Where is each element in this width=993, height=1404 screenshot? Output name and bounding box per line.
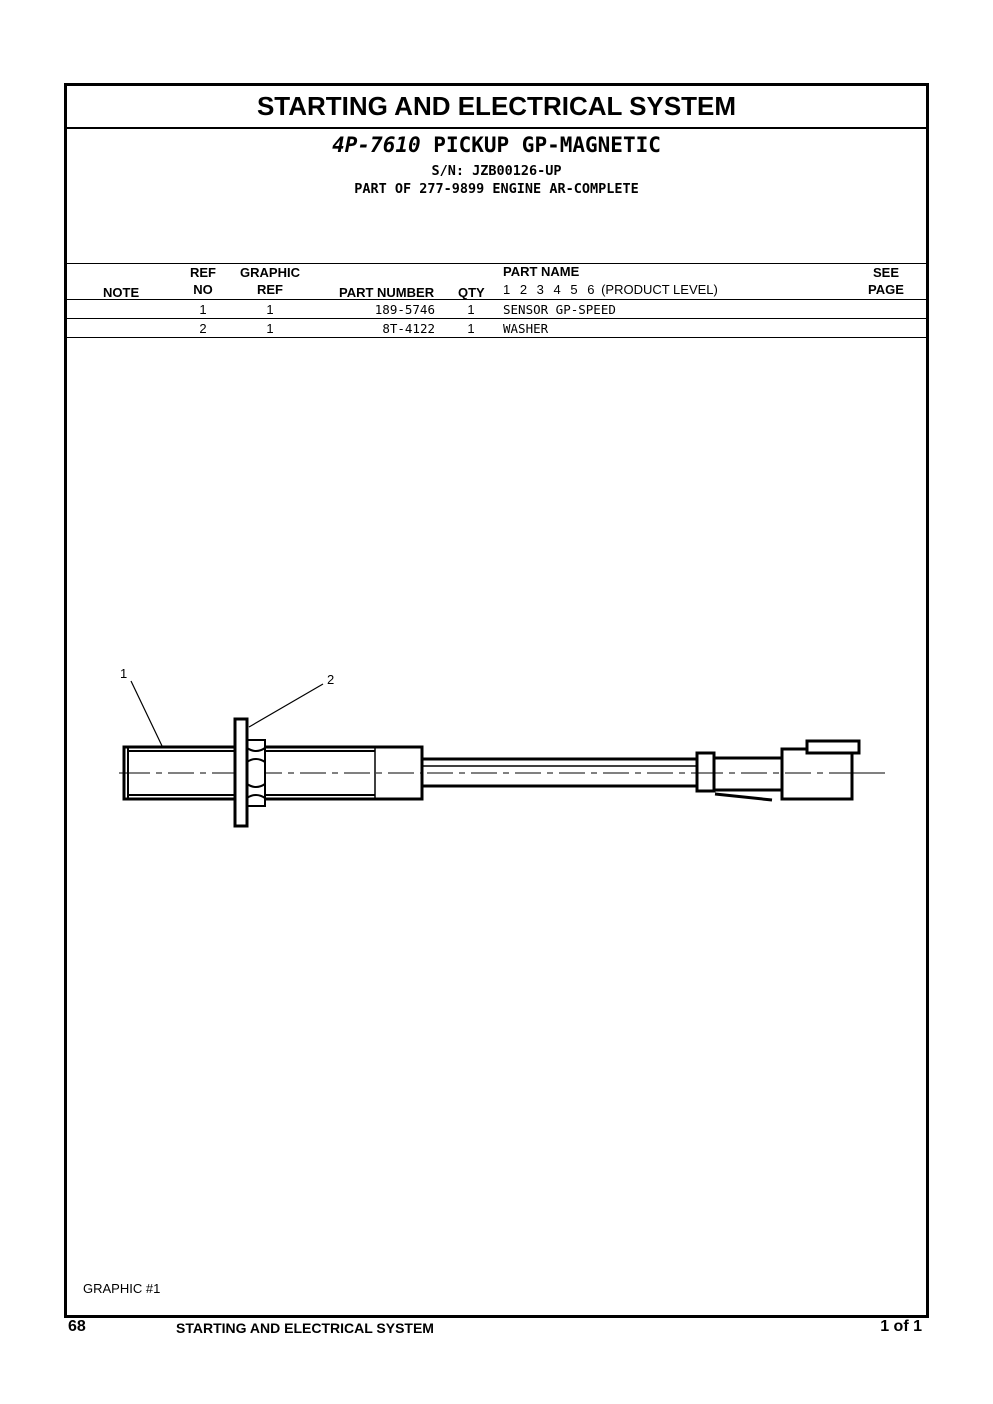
header-graphic-ref-line1: GRAPHIC bbox=[240, 265, 300, 280]
header-ref-no-line1: REF bbox=[190, 265, 216, 280]
row-graphic-ref: 1 bbox=[266, 321, 274, 336]
part-number-title: 4P-7610 bbox=[332, 133, 421, 157]
row-graphic-ref: 1 bbox=[266, 302, 274, 317]
footer-section: STARTING AND ELECTRICAL SYSTEM bbox=[176, 1320, 434, 1336]
row-qty: 1 bbox=[467, 302, 475, 317]
header-qty: QTY bbox=[458, 285, 485, 300]
callout-2-leader bbox=[249, 684, 323, 727]
header-part-name: PART NAME bbox=[503, 264, 580, 279]
connector-boot bbox=[697, 753, 714, 791]
callout-1: 1 bbox=[120, 666, 128, 681]
header-note: NOTE bbox=[103, 285, 140, 300]
connector-latch bbox=[715, 794, 772, 800]
header-ref-no-line2: NO bbox=[193, 282, 213, 297]
callout-2: 2 bbox=[327, 672, 335, 687]
header-see-page-line1: SEE bbox=[872, 265, 899, 280]
connector-shell bbox=[714, 758, 782, 790]
row-part-name: WASHER bbox=[503, 321, 549, 336]
product-level-label: (PRODUCT LEVEL) bbox=[601, 282, 718, 297]
row-part-number: 189-5746 bbox=[374, 302, 435, 317]
washer bbox=[235, 719, 247, 826]
serial-number: S/N: JZB00126-UP bbox=[431, 163, 562, 179]
page-title: STARTING AND ELECTRICAL SYSTEM bbox=[67, 86, 926, 129]
row-ref-no: 2 bbox=[199, 321, 207, 336]
footer-page-of: 1 of 1 bbox=[880, 1318, 922, 1335]
connector-tab bbox=[807, 741, 859, 753]
header-graphic-ref-line2: REF bbox=[257, 282, 283, 297]
graphic-label: GRAPHIC #1 bbox=[83, 1281, 161, 1296]
footer-page-number: 68 bbox=[68, 1318, 86, 1335]
part-name-title: PICKUP GP-MAGNETIC bbox=[433, 133, 661, 157]
header-see-page-line2: PAGE bbox=[868, 282, 904, 297]
header-part-number: PART NUMBER bbox=[339, 285, 435, 300]
row-part-number: 8T-4122 bbox=[382, 321, 435, 336]
product-level-numbers: 1 2 3 4 5 6 bbox=[503, 282, 598, 297]
sensor-drawing bbox=[67, 86, 926, 1315]
row-part-name: SENSOR GP-SPEED bbox=[503, 302, 616, 317]
page-frame bbox=[64, 83, 929, 1318]
callout-1-leader bbox=[131, 681, 163, 748]
row-qty: 1 bbox=[467, 321, 475, 336]
connector-body bbox=[782, 749, 852, 799]
row-ref-no: 1 bbox=[199, 302, 207, 317]
part-of-assembly: PART OF 277-9899 ENGINE AR-COMPLETE bbox=[354, 181, 639, 197]
